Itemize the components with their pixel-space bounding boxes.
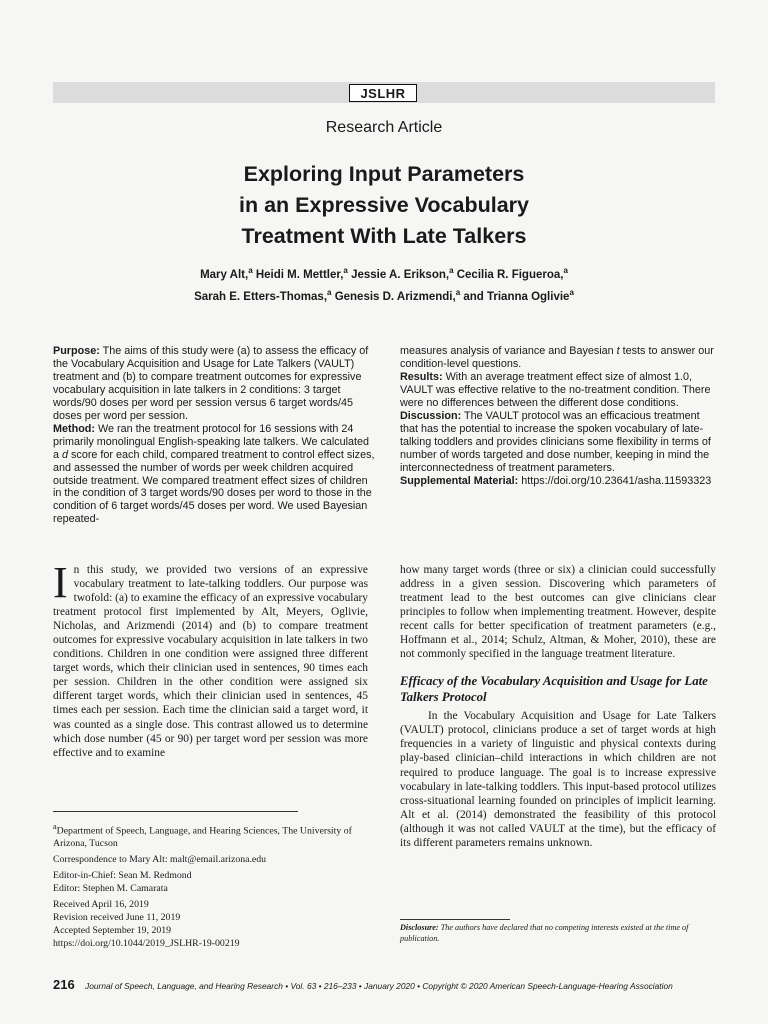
section-heading: Efficacy of the Vocabulary Acquisition and Usage for Late Talkers Protocol xyxy=(400,674,708,705)
abstract-right-column xyxy=(400,345,718,487)
author-name: Sarah E. Etters-Thomas, xyxy=(194,290,328,303)
footnote-divider xyxy=(53,811,298,812)
purpose-label: Purpose: xyxy=(53,345,100,357)
article-title xyxy=(0,159,768,252)
method-text: We ran the treatment protocol for 16 sessions with 24 primarily monolingual English-speaking late talkers. We calculated a xyxy=(53,422,370,461)
title-line: Treatment With Late Talkers xyxy=(241,224,527,248)
discussion-text: The VAULT protocol was an efficacious treatment that has the potential to increase the spoken vocabulary of late-talking toddlers and provides clinicians some flexibility in terms of number of words targeted and dose number, keeping in mind the interconnectedness of treatment parameters. xyxy=(400,409,711,474)
abstract-supplemental xyxy=(400,475,718,488)
affiliation-mark: a xyxy=(53,822,57,831)
method-label: Method: xyxy=(53,422,95,435)
author-list xyxy=(0,262,768,306)
footnote-revision: Revision received June 11, 2019 xyxy=(53,911,181,923)
body-paragraph: In the Vocabulary Acquisition and Usage for Late Talkers (VAULT) protocol, clinicians produce a set of target words at high frequencies in a variety of linguistic and physical contexts during play-based clinician–child interactions in which children are not required to produce language. The goal is to increase expressive vocabulary in late-talking toddlers. This input-based protocol utilizes cross-situational learning founded on principles of implicit learning. Alt et al. (2014) demonstrated the feasibility of this protocol (although it was not called VAULT at the time), but the efficacy of its different parameters remains unknown. xyxy=(400,710,716,849)
disclosure-text: The authors have declared that no competing interests existed at the time of publication. xyxy=(400,923,689,943)
author-affiliation-mark: a xyxy=(327,287,332,297)
footnote-correspondence: Correspondence to Mary Alt: malt@email.arizona.edu xyxy=(53,854,267,866)
discussion-label: Discussion: xyxy=(400,409,462,422)
author-line-1 xyxy=(0,262,768,284)
abstract-method xyxy=(53,423,376,527)
author-name: Genesis D. Arizmendi, xyxy=(334,290,456,303)
footnote-affiliation xyxy=(53,821,373,851)
author-name: Mary Alt, xyxy=(200,268,249,281)
abstract-purpose xyxy=(53,345,376,423)
author-affiliation-mark: a xyxy=(449,266,454,275)
disclosure-label: Disclosure: xyxy=(400,923,439,932)
title-line: in an Expressive Vocabulary xyxy=(239,193,529,217)
disclosure-note xyxy=(400,923,718,944)
footnotes xyxy=(53,821,373,950)
author-affiliation-mark: a xyxy=(455,287,461,297)
author-affiliation-mark: a xyxy=(248,266,253,275)
abstract-method-continued xyxy=(400,345,718,371)
method-t-symbol: t xyxy=(616,345,620,357)
author-name: Jessie A. Erikson, xyxy=(351,268,450,281)
author-affiliation-mark: a xyxy=(569,287,574,297)
intro-paragraph: n this study, we provided two versions of an expressive vocabulary treatment to late-talking toddlers. Our purpose was twofold: (a) to examine the efficacy of an expressive vocabulary treatment protocol first implemented by Alt, Meyers, Oglivie, Nicholas, and Arizmendi (2014) and (b) to compare treatment outcomes for expressive vocabulary acquisition in late talkers in two conditions. Children in one condition were assigned three different target words, which their clinician used in sentences, 90 times each per session. Children in the other condition were assigned six different target words, which their clinician used in sentences, 45 times each per session. Each time the clinician said a target word, it was counted as a single dose. This contrast allowed us to determine which dose number (45 or 90) per target word per session was more effective and to examine xyxy=(53,564,368,759)
footnote-editor: Editor: Stephen M. Camarata xyxy=(53,882,168,894)
affiliation-text: Department of Speech, Language, and Hearing Sciences, The University of Arizona, Tucson xyxy=(53,825,352,850)
supplemental-label: Supplemental Material: xyxy=(400,474,519,487)
footnote-doi-link[interactable]: https://doi.org/10.1044/2019_JSLHR-19-00219 xyxy=(53,937,240,949)
purpose-text: The aims of this study were (a) to assess the efficacy of the Vocabulary Acquisition and Usage for Late Talkers (VAULT) treatment and (b) to compare treatment outcomes for expressive vocabulary acquisition in late talkers in 2 conditions: 3 target words/90 doses per word per session versus 6 target words/45 doses per word per session. xyxy=(53,345,369,422)
drop-cap: I xyxy=(53,558,68,607)
results-label: Results: xyxy=(400,370,443,383)
footnote-received: Received April 16, 2019 xyxy=(53,898,149,910)
article-type: Research Article xyxy=(325,119,443,136)
method-continued-text: measures analysis of variance and Bayesian xyxy=(400,345,614,357)
footnote-accepted: Accepted September 19, 2019 xyxy=(53,924,172,936)
author-name: and Trianna Oglivie xyxy=(463,290,570,303)
body-left-column xyxy=(53,558,368,760)
method-continued-text: tests to answer our condition-level questions. xyxy=(400,345,714,370)
results-text: With an average treatment effect size of almost 1.0, VAULT was effective relative to the no-treatment condition. There were no differences between the different dose conditions. xyxy=(400,370,711,409)
page-number: 216 xyxy=(53,977,75,992)
journal-citation: Journal of Speech, Language, and Hearing Research • Vol. 63 • 216–233 • January 2020 • Copyright © 2020 American Speech-Language-Hearing Association xyxy=(85,981,673,991)
supplemental-link[interactable]: https://doi.org/10.23641/asha.11593323 xyxy=(521,474,712,487)
title-line: Exploring Input Parameters xyxy=(243,162,525,186)
body-right-column xyxy=(400,563,716,850)
author-affiliation-mark: a xyxy=(563,266,568,275)
abstract-left-column xyxy=(53,345,376,526)
author-affiliation-mark: a xyxy=(343,266,348,275)
body-paragraph: how many target words (three or six) a clinician could successfully address in a given session. Discovering which parameters of treatment lead to the best outcomes can give clinicians clear principles to follow when implementing treatment. However, despite recent calls for better specification of treatment parameters (e.g., Hoffmann et al., 2014; Schulz, Altman, & Moher, 2010), these are not commonly specified in the language treatment literature. xyxy=(400,564,716,661)
page-footer xyxy=(53,977,733,992)
footnote-editor-in-chief: Editor-in-Chief: Sean M. Redmond xyxy=(53,869,192,881)
author-name: Heidi M. Mettler, xyxy=(255,268,344,281)
abstract-results xyxy=(400,371,718,410)
method-text: score for each child, compared treatment to control effect sizes, and assessed the number of words per week children acquired outside treatment. We compared treatment effect sizes of children in the condition of 3 target words/90 doses per word to those in the condition of 6 target words/45 doses per word. We used Bayesian repeated- xyxy=(53,448,375,526)
abstract-discussion xyxy=(400,410,718,475)
disclosure-divider xyxy=(400,919,510,920)
author-name: Cecilia R. Figueroa, xyxy=(456,268,564,281)
method-d-symbol: d xyxy=(62,448,69,461)
journal-badge: JSLHR xyxy=(349,84,417,102)
author-line-2 xyxy=(0,284,768,306)
